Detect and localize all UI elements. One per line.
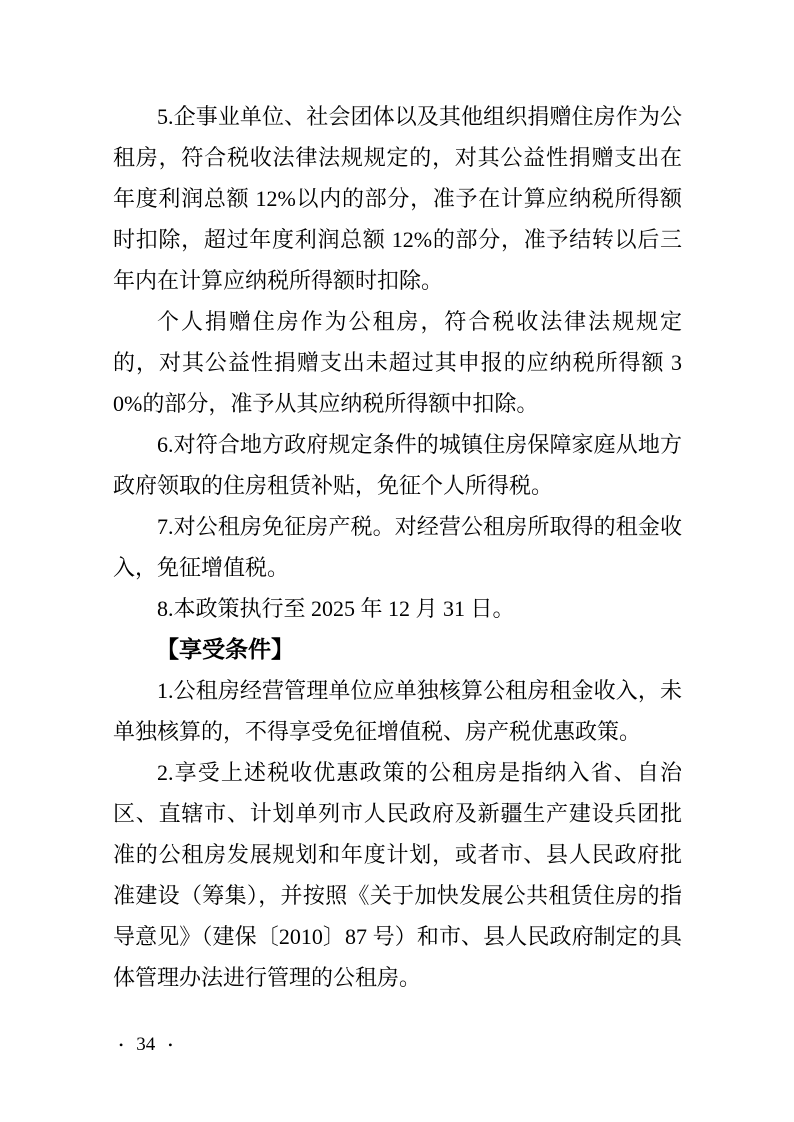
document-body bbox=[113, 96, 682, 998]
paragraph: 7.对公租房免征房产税。对经营公租房所取得的租金收入，免征增值税。 bbox=[113, 514, 682, 580]
paragraph: 8.本政策执行至 2025 年 12 月 31 日。 bbox=[157, 596, 515, 621]
paragraph: 6.对符合地方政府规定条件的城镇住房保障家庭从地方政府领取的住房租赁补贴，免征个人所得税。 bbox=[113, 432, 682, 498]
footer-bullet-right: • bbox=[168, 1038, 173, 1052]
paragraph: 1.公租房经营管理单位应单独核算公租房租金收入，未单独核算的，不得享受免征增值税、房产税优惠政策。 bbox=[113, 678, 682, 744]
page-number: 34 bbox=[136, 1034, 156, 1055]
page-footer bbox=[119, 1033, 172, 1057]
section-heading: 【享受条件】 bbox=[156, 637, 294, 662]
paragraph: 5.企事业单位、社会团体以及其他组织捐赠住房作为公租房，符合税收法律法规规定的，对其公益性捐赠支出在年度利润总额 12%以内的部分，准予在计算应纳税所得额时扣除，超过年度利润总额 12%的部分，准予结转以后三年内在计算应纳税所得额时扣除。 bbox=[113, 104, 682, 293]
footer-bullet-left: • bbox=[119, 1038, 124, 1052]
paragraph: 个人捐赠住房作为公租房，符合税收法律法规规定的，对其公益性捐赠支出未超过其申报的应纳税所得额 30%的部分，准予从其应纳税所得额中扣除。 bbox=[113, 309, 682, 416]
paragraph: 2.享受上述税收优惠政策的公租房是指纳入省、自治区、直辖市、计划单列市人民政府及新疆生产建设兵团批准的公租房发展规划和年度计划，或者市、县人民政府批准建设（筹集），并按照《关于加快发展公共租赁住房的指导意见》（建保〔2010〕87 号）和市、县人民政府制定的具体管理办法进行管理的公租房。 bbox=[113, 760, 682, 990]
